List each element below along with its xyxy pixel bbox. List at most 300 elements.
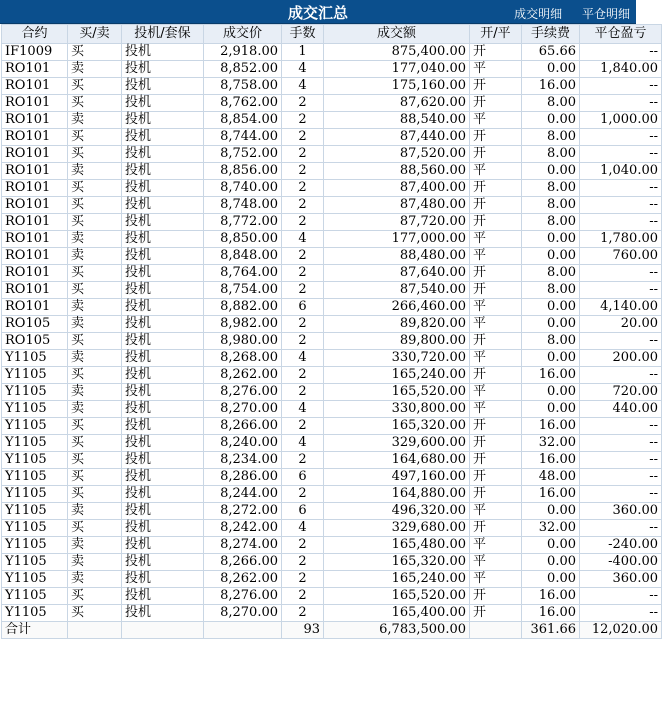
cell-amount: 87,400.00	[324, 180, 470, 197]
cell-contract: RO101	[2, 61, 68, 78]
col-buy-sell: 买/卖	[68, 25, 122, 44]
cell-contract: RO101	[2, 95, 68, 112]
table-row	[2, 554, 662, 571]
cell-spec-hedge: 投机	[122, 605, 204, 622]
cell-amount: 497,160.00	[324, 469, 470, 486]
cell-pnl: --	[580, 180, 662, 197]
cell-contract: Y1105	[2, 554, 68, 571]
cell-fee: 16.00	[522, 452, 580, 469]
trade-detail-link[interactable]: 成交明细	[514, 7, 563, 21]
cell-price: 8,286.00	[204, 469, 282, 486]
total-empty	[204, 622, 282, 639]
cell-price: 2,918.00	[204, 44, 282, 61]
cell-buy-sell: 买	[68, 435, 122, 452]
cell-contract: RO101	[2, 129, 68, 146]
cell-lots: 2	[282, 452, 324, 469]
cell-fee: 8.00	[522, 265, 580, 282]
cell-buy-sell: 卖	[68, 112, 122, 129]
table-row	[2, 367, 662, 384]
cell-pnl: -400.00	[580, 554, 662, 571]
cell-open-close: 平	[470, 350, 522, 367]
table-row	[2, 61, 662, 78]
cell-price: 8,276.00	[204, 588, 282, 605]
cell-amount: 164,680.00	[324, 452, 470, 469]
cell-buy-sell: 卖	[68, 571, 122, 588]
cell-amount: 165,240.00	[324, 571, 470, 588]
table-row	[2, 316, 662, 333]
cell-buy-sell: 卖	[68, 350, 122, 367]
cell-amount: 89,800.00	[324, 333, 470, 350]
cell-contract: Y1105	[2, 452, 68, 469]
cell-contract: Y1105	[2, 384, 68, 401]
total-pnl: 12,020.00	[580, 622, 662, 639]
cell-pnl: 1,840.00	[580, 61, 662, 78]
cell-open-close: 开	[470, 129, 522, 146]
cell-fee: 16.00	[522, 588, 580, 605]
table-row	[2, 333, 662, 350]
cell-buy-sell: 卖	[68, 384, 122, 401]
cell-fee: 0.00	[522, 299, 580, 316]
col-spec-hedge: 投机/套保	[122, 25, 204, 44]
cell-spec-hedge: 投机	[122, 214, 204, 231]
cell-contract: RO101	[2, 299, 68, 316]
table-row	[2, 350, 662, 367]
cell-spec-hedge: 投机	[122, 384, 204, 401]
table-row	[2, 44, 662, 61]
cell-pnl: -240.00	[580, 537, 662, 554]
col-lots: 手数	[282, 25, 324, 44]
cell-fee: 0.00	[522, 384, 580, 401]
cell-price: 8,752.00	[204, 146, 282, 163]
cell-fee: 8.00	[522, 180, 580, 197]
cell-open-close: 平	[470, 112, 522, 129]
cell-contract: RO101	[2, 163, 68, 180]
col-open-close: 开/平	[470, 25, 522, 44]
cell-lots: 2	[282, 316, 324, 333]
cell-pnl: --	[580, 333, 662, 350]
total-empty	[470, 622, 522, 639]
cell-spec-hedge: 投机	[122, 61, 204, 78]
cell-open-close: 开	[470, 486, 522, 503]
cell-pnl: 1,000.00	[580, 112, 662, 129]
cell-fee: 48.00	[522, 469, 580, 486]
table-row	[2, 299, 662, 316]
cell-pnl: --	[580, 367, 662, 384]
cell-price: 8,240.00	[204, 435, 282, 452]
cell-price: 8,262.00	[204, 571, 282, 588]
cell-fee: 16.00	[522, 418, 580, 435]
cell-open-close: 平	[470, 316, 522, 333]
cell-fee: 0.00	[522, 112, 580, 129]
cell-lots: 4	[282, 78, 324, 95]
cell-lots: 2	[282, 282, 324, 299]
cell-spec-hedge: 投机	[122, 554, 204, 571]
cell-amount: 89,820.00	[324, 316, 470, 333]
table-row	[2, 571, 662, 588]
cell-buy-sell: 买	[68, 214, 122, 231]
cell-price: 8,242.00	[204, 520, 282, 537]
cell-pnl: --	[580, 146, 662, 163]
total-label: 合计	[2, 622, 68, 639]
table-row	[2, 605, 662, 622]
cell-amount: 330,800.00	[324, 401, 470, 418]
cell-amount: 177,040.00	[324, 61, 470, 78]
cell-lots: 2	[282, 95, 324, 112]
cell-pnl: --	[580, 129, 662, 146]
cell-spec-hedge: 投机	[122, 503, 204, 520]
cell-amount: 330,720.00	[324, 350, 470, 367]
cell-contract: RO101	[2, 78, 68, 95]
cell-pnl: 360.00	[580, 571, 662, 588]
cell-pnl: --	[580, 214, 662, 231]
cell-amount: 87,440.00	[324, 129, 470, 146]
cell-spec-hedge: 投机	[122, 163, 204, 180]
cell-pnl: 200.00	[580, 350, 662, 367]
cell-contract: RO101	[2, 231, 68, 248]
cell-amount: 87,720.00	[324, 214, 470, 231]
cell-price: 8,266.00	[204, 418, 282, 435]
cell-price: 8,266.00	[204, 554, 282, 571]
cell-contract: Y1105	[2, 571, 68, 588]
cell-lots: 2	[282, 112, 324, 129]
cell-spec-hedge: 投机	[122, 486, 204, 503]
cell-amount: 175,160.00	[324, 78, 470, 95]
cell-spec-hedge: 投机	[122, 265, 204, 282]
cell-fee: 16.00	[522, 605, 580, 622]
cell-lots: 2	[282, 605, 324, 622]
cell-fee: 0.00	[522, 401, 580, 418]
cell-open-close: 开	[470, 418, 522, 435]
cell-buy-sell: 买	[68, 588, 122, 605]
cell-fee: 16.00	[522, 78, 580, 95]
cell-lots: 2	[282, 197, 324, 214]
cell-spec-hedge: 投机	[122, 435, 204, 452]
cell-amount: 88,560.00	[324, 163, 470, 180]
cell-lots: 4	[282, 61, 324, 78]
table-row	[2, 163, 662, 180]
cell-open-close: 开	[470, 180, 522, 197]
cell-pnl: --	[580, 197, 662, 214]
cell-open-close: 开	[470, 333, 522, 350]
cell-amount: 87,480.00	[324, 197, 470, 214]
cell-spec-hedge: 投机	[122, 44, 204, 61]
cell-lots: 6	[282, 503, 324, 520]
cell-price: 8,270.00	[204, 401, 282, 418]
cell-buy-sell: 卖	[68, 231, 122, 248]
table-row	[2, 469, 662, 486]
cell-price: 8,234.00	[204, 452, 282, 469]
cell-price: 8,856.00	[204, 163, 282, 180]
cell-amount: 177,000.00	[324, 231, 470, 248]
cell-lots: 4	[282, 350, 324, 367]
cell-buy-sell: 卖	[68, 61, 122, 78]
cell-open-close: 开	[470, 367, 522, 384]
cell-lots: 4	[282, 435, 324, 452]
cell-lots: 4	[282, 520, 324, 537]
cell-pnl: 360.00	[580, 503, 662, 520]
cell-lots: 2	[282, 384, 324, 401]
cell-amount: 875,400.00	[324, 44, 470, 61]
cell-spec-hedge: 投机	[122, 129, 204, 146]
cell-fee: 0.00	[522, 316, 580, 333]
close-detail-link[interactable]: 平仓明细	[581, 7, 630, 21]
cell-lots: 1	[282, 44, 324, 61]
cell-fee: 0.00	[522, 248, 580, 265]
cell-open-close: 开	[470, 469, 522, 486]
table-body	[2, 44, 662, 622]
cell-fee: 16.00	[522, 367, 580, 384]
table-row	[2, 435, 662, 452]
cell-spec-hedge: 投机	[122, 520, 204, 537]
cell-pnl: --	[580, 265, 662, 282]
cell-contract: Y1105	[2, 588, 68, 605]
cell-buy-sell: 卖	[68, 503, 122, 520]
cell-open-close: 平	[470, 248, 522, 265]
cell-contract: Y1105	[2, 350, 68, 367]
cell-buy-sell: 买	[68, 146, 122, 163]
cell-contract: RO101	[2, 248, 68, 265]
cell-buy-sell: 卖	[68, 299, 122, 316]
cell-price: 8,772.00	[204, 214, 282, 231]
cell-buy-sell: 买	[68, 486, 122, 503]
cell-contract: RO101	[2, 214, 68, 231]
cell-price: 8,980.00	[204, 333, 282, 350]
cell-buy-sell: 买	[68, 605, 122, 622]
cell-buy-sell: 买	[68, 282, 122, 299]
cell-spec-hedge: 投机	[122, 588, 204, 605]
cell-contract: RO101	[2, 197, 68, 214]
cell-pnl: --	[580, 605, 662, 622]
cell-spec-hedge: 投机	[122, 112, 204, 129]
cell-fee: 0.00	[522, 503, 580, 520]
cell-pnl: --	[580, 452, 662, 469]
cell-pnl: 720.00	[580, 384, 662, 401]
cell-spec-hedge: 投机	[122, 180, 204, 197]
cell-buy-sell: 买	[68, 452, 122, 469]
cell-contract: Y1105	[2, 503, 68, 520]
cell-buy-sell: 买	[68, 265, 122, 282]
trade-summary-table	[1, 24, 662, 639]
total-fee: 361.66	[522, 622, 580, 639]
table-row	[2, 520, 662, 537]
table-row	[2, 197, 662, 214]
cell-pnl: --	[580, 78, 662, 95]
cell-amount: 496,320.00	[324, 503, 470, 520]
cell-amount: 165,240.00	[324, 367, 470, 384]
cell-price: 8,854.00	[204, 112, 282, 129]
cell-contract: RO105	[2, 316, 68, 333]
cell-amount: 165,320.00	[324, 418, 470, 435]
cell-amount: 165,480.00	[324, 537, 470, 554]
cell-price: 8,762.00	[204, 95, 282, 112]
cell-price: 8,852.00	[204, 61, 282, 78]
cell-buy-sell: 卖	[68, 537, 122, 554]
cell-open-close: 平	[470, 384, 522, 401]
cell-amount: 165,400.00	[324, 605, 470, 622]
cell-buy-sell: 买	[68, 197, 122, 214]
cell-contract: RO101	[2, 282, 68, 299]
cell-pnl: 1,780.00	[580, 231, 662, 248]
cell-fee: 0.00	[522, 350, 580, 367]
cell-lots: 2	[282, 367, 324, 384]
cell-open-close: 平	[470, 231, 522, 248]
cell-buy-sell: 卖	[68, 401, 122, 418]
cell-amount: 329,600.00	[324, 435, 470, 452]
cell-price: 8,882.00	[204, 299, 282, 316]
cell-spec-hedge: 投机	[122, 333, 204, 350]
cell-price: 8,764.00	[204, 265, 282, 282]
cell-buy-sell: 买	[68, 418, 122, 435]
cell-open-close: 开	[470, 78, 522, 95]
cell-lots: 4	[282, 231, 324, 248]
cell-contract: Y1105	[2, 520, 68, 537]
cell-price: 8,758.00	[204, 78, 282, 95]
cell-spec-hedge: 投机	[122, 571, 204, 588]
cell-lots: 2	[282, 214, 324, 231]
cell-amount: 88,540.00	[324, 112, 470, 129]
cell-price: 8,850.00	[204, 231, 282, 248]
table-row	[2, 231, 662, 248]
table-row	[2, 129, 662, 146]
cell-open-close: 开	[470, 197, 522, 214]
cell-pnl: --	[580, 520, 662, 537]
cell-lots: 4	[282, 401, 324, 418]
cell-contract: RO101	[2, 180, 68, 197]
cell-spec-hedge: 投机	[122, 401, 204, 418]
cell-spec-hedge: 投机	[122, 418, 204, 435]
cell-price: 8,744.00	[204, 129, 282, 146]
cell-price: 8,982.00	[204, 316, 282, 333]
total-empty	[68, 622, 122, 639]
cell-open-close: 开	[470, 520, 522, 537]
cell-open-close: 平	[470, 401, 522, 418]
cell-buy-sell: 买	[68, 44, 122, 61]
cell-fee: 0.00	[522, 554, 580, 571]
cell-price: 8,754.00	[204, 282, 282, 299]
cell-contract: RO105	[2, 333, 68, 350]
cell-buy-sell: 买	[68, 180, 122, 197]
cell-contract: Y1105	[2, 418, 68, 435]
cell-pnl: --	[580, 435, 662, 452]
cell-buy-sell: 卖	[68, 163, 122, 180]
cell-lots: 2	[282, 180, 324, 197]
cell-pnl: 20.00	[580, 316, 662, 333]
table-row	[2, 180, 662, 197]
cell-price: 8,270.00	[204, 605, 282, 622]
cell-lots: 2	[282, 554, 324, 571]
cell-buy-sell: 卖	[68, 554, 122, 571]
cell-amount: 165,320.00	[324, 554, 470, 571]
cell-contract: Y1105	[2, 469, 68, 486]
cell-lots: 2	[282, 163, 324, 180]
cell-price: 8,276.00	[204, 384, 282, 401]
cell-fee: 0.00	[522, 571, 580, 588]
cell-fee: 0.00	[522, 231, 580, 248]
cell-buy-sell: 买	[68, 129, 122, 146]
cell-spec-hedge: 投机	[122, 78, 204, 95]
cell-lots: 2	[282, 571, 324, 588]
cell-spec-hedge: 投机	[122, 350, 204, 367]
cell-pnl: 1,040.00	[580, 163, 662, 180]
cell-contract: Y1105	[2, 486, 68, 503]
cell-open-close: 开	[470, 146, 522, 163]
cell-fee: 32.00	[522, 520, 580, 537]
total-row	[2, 622, 662, 639]
cell-contract: Y1105	[2, 401, 68, 418]
col-contract: 合约	[2, 25, 68, 44]
cell-spec-hedge: 投机	[122, 299, 204, 316]
cell-buy-sell: 卖	[68, 316, 122, 333]
cell-contract: Y1105	[2, 367, 68, 384]
total-lots: 93	[282, 622, 324, 639]
cell-fee: 32.00	[522, 435, 580, 452]
cell-lots: 2	[282, 265, 324, 282]
cell-fee: 8.00	[522, 146, 580, 163]
cell-pnl: 4,140.00	[580, 299, 662, 316]
cell-price: 8,262.00	[204, 367, 282, 384]
cell-pnl: --	[580, 588, 662, 605]
cell-fee: 0.00	[522, 61, 580, 78]
cell-pnl: --	[580, 469, 662, 486]
banner-title: 成交汇总	[287, 4, 348, 22]
col-price: 成交价	[204, 25, 282, 44]
cell-amount: 329,680.00	[324, 520, 470, 537]
cell-open-close: 开	[470, 44, 522, 61]
cell-amount: 88,480.00	[324, 248, 470, 265]
table-header-row	[2, 25, 662, 44]
cell-price: 8,274.00	[204, 537, 282, 554]
cell-spec-hedge: 投机	[122, 537, 204, 554]
cell-fee: 8.00	[522, 95, 580, 112]
cell-price: 8,244.00	[204, 486, 282, 503]
cell-buy-sell: 买	[68, 78, 122, 95]
cell-open-close: 开	[470, 588, 522, 605]
cell-amount: 87,520.00	[324, 146, 470, 163]
cell-amount: 164,880.00	[324, 486, 470, 503]
cell-fee: 0.00	[522, 163, 580, 180]
cell-open-close: 开	[470, 282, 522, 299]
table-row	[2, 78, 662, 95]
cell-fee: 65.66	[522, 44, 580, 61]
cell-buy-sell: 买	[68, 333, 122, 350]
cell-buy-sell: 卖	[68, 248, 122, 265]
cell-lots: 6	[282, 469, 324, 486]
cell-fee: 16.00	[522, 486, 580, 503]
cell-fee: 0.00	[522, 537, 580, 554]
total-empty	[122, 622, 204, 639]
cell-buy-sell: 买	[68, 95, 122, 112]
cell-amount: 87,640.00	[324, 265, 470, 282]
table-row	[2, 112, 662, 129]
cell-lots: 2	[282, 146, 324, 163]
cell-fee: 8.00	[522, 282, 580, 299]
table-row	[2, 146, 662, 163]
table-row	[2, 588, 662, 605]
cell-spec-hedge: 投机	[122, 248, 204, 265]
table-row	[2, 265, 662, 282]
summary-banner	[0, 0, 636, 24]
cell-contract: Y1105	[2, 435, 68, 452]
table-row	[2, 452, 662, 469]
cell-pnl: --	[580, 44, 662, 61]
cell-price: 8,272.00	[204, 503, 282, 520]
cell-pnl: --	[580, 282, 662, 299]
cell-contract: Y1105	[2, 537, 68, 554]
cell-open-close: 平	[470, 61, 522, 78]
table-row	[2, 214, 662, 231]
cell-open-close: 平	[470, 571, 522, 588]
cell-pnl: --	[580, 95, 662, 112]
